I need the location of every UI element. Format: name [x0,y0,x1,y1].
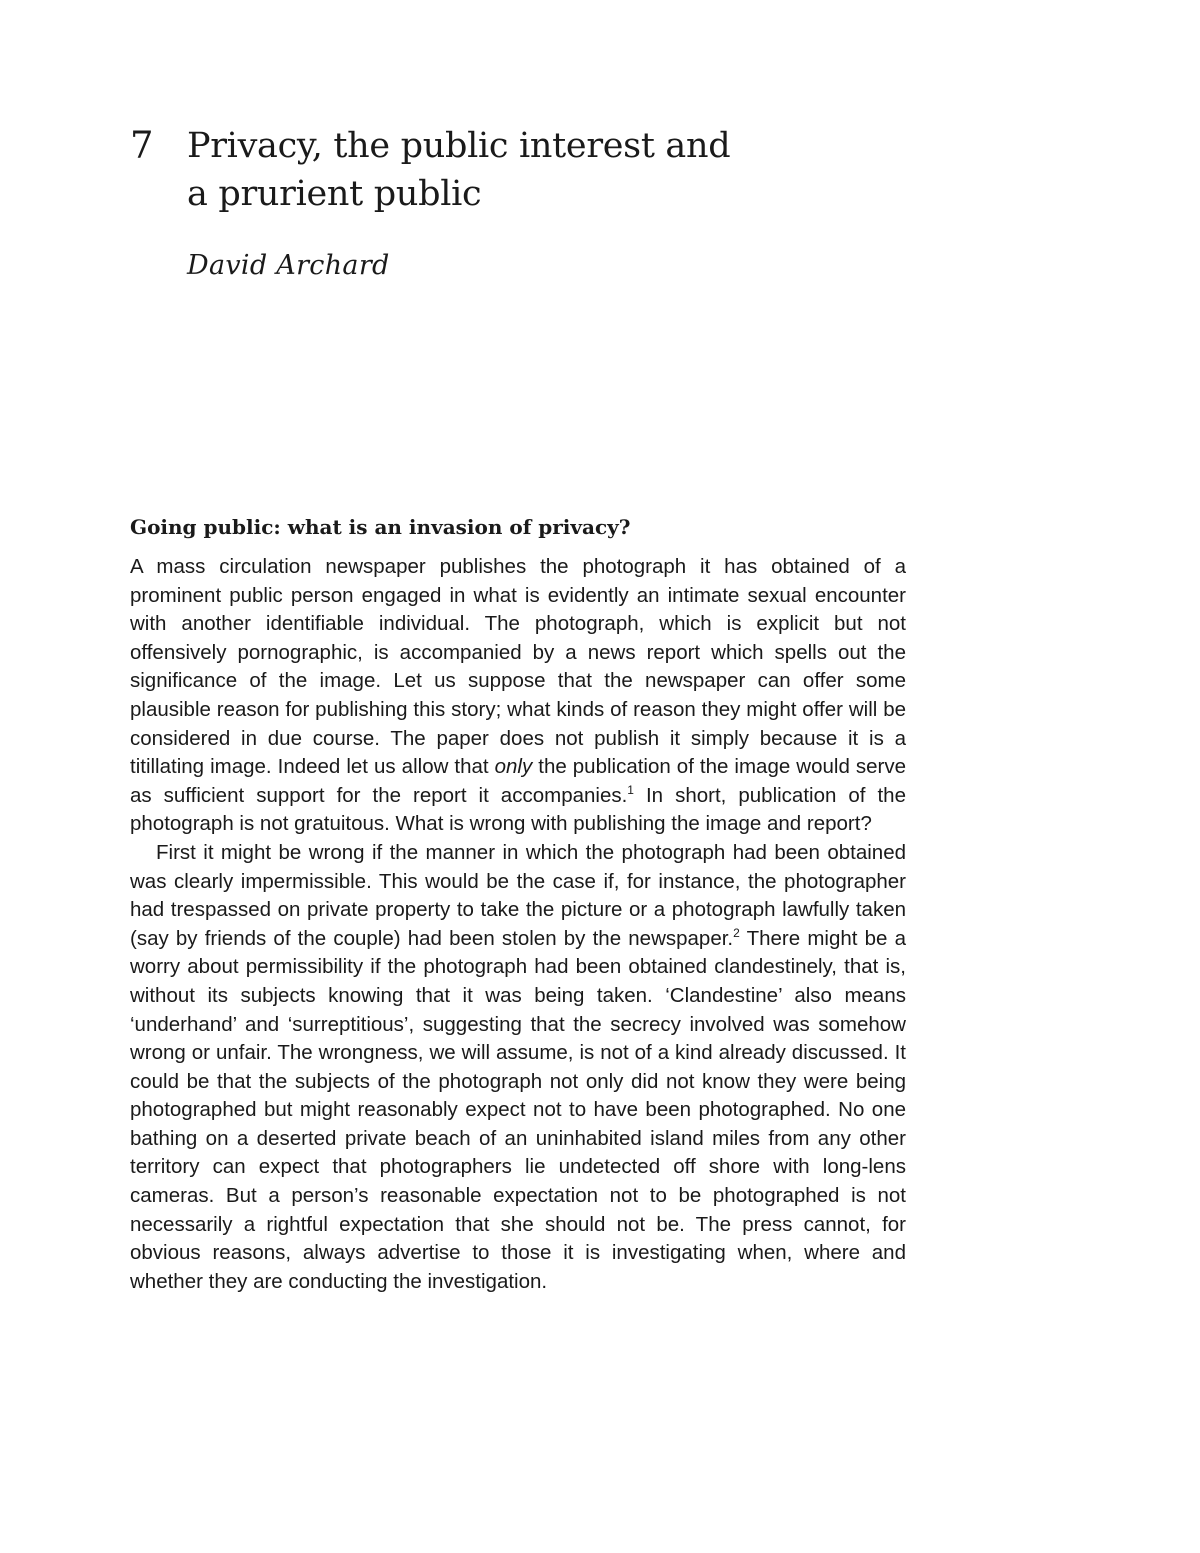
chapter-title-line-1: Privacy, the public interest and [187,126,731,166]
chapter-title-line-2: a prurient public [187,174,482,214]
paragraph-1-text-b: the publication of the image would serve as sufficient support for the report it accompanies. [130,755,906,807]
paragraph-2-text-b: There might be a worry about permissibility if the photograph had been obtained clandestinely, that is, without its subjects knowing that it was being taken. ‘Clandestine’ also means ‘underhand’ and ‘surreptitious’, suggesting that the secrecy involved was somehow wrong or unfair. The wrongness, we will assume, is not of a kind already discussed. It could be that the subjects of the photograph not only did not know they were being photographed but might reasonably expect not to have been photographed. No one bathing on a deserted private beach of an uninhabited island miles from any other territory can expect that photographers lie undetected off shore with long-lens cameras. But a person’s reasonable expectation not to be photographed is not necessarily a rightful expectation that she should not be. The press cannot, for obvious reasons, always advertise to those it is investigating when, where and whether they are conducting the investigation. [130,926,907,1293]
body-text [130,553,906,1296]
chapter-title [187,122,847,218]
chapter-number: 7 [130,124,154,167]
footnote-marker-2[interactable]: 2 [733,925,740,940]
paragraph-1-text-a: A mass circulation newspaper publishes the photograph it has obtained of a prominent public person engaged in what is evidently an intimate sexual encounter with another identifiable individual. The photograph, which is explicit but not offensively pornographic, is accompanied by a news report which spells out the significance of the image. Let us suppose that the newspaper can offer some plausible reason for publishing this story; what kinds of reason they might offer will be considered in due course. The paper does not publish it simply because it is a titillating image. Indeed let us allow that [130,555,906,779]
paragraph-1 [130,553,906,839]
footnote-marker-1[interactable]: 1 [627,782,634,797]
paragraph-2 [130,839,906,1297]
paragraph-1-text-c: In short, publication of the photograph is not gratuitous. What is wrong with publishing the image and report? [130,783,906,836]
author-name: David Archard [187,250,390,281]
emphasis-only: only [494,755,533,779]
paragraph-2-text-a: First it might be wrong if the manner in which the photograph had been obtained was clearly impermissible. This would be the case if, for instance, the photographer had trespassed on private property to take the picture or a photograph lawfully taken (say by friends of the couple) had been stolen by the newspaper. [130,840,906,950]
section-heading: Going public: what is an invasion of privacy? [130,515,631,539]
